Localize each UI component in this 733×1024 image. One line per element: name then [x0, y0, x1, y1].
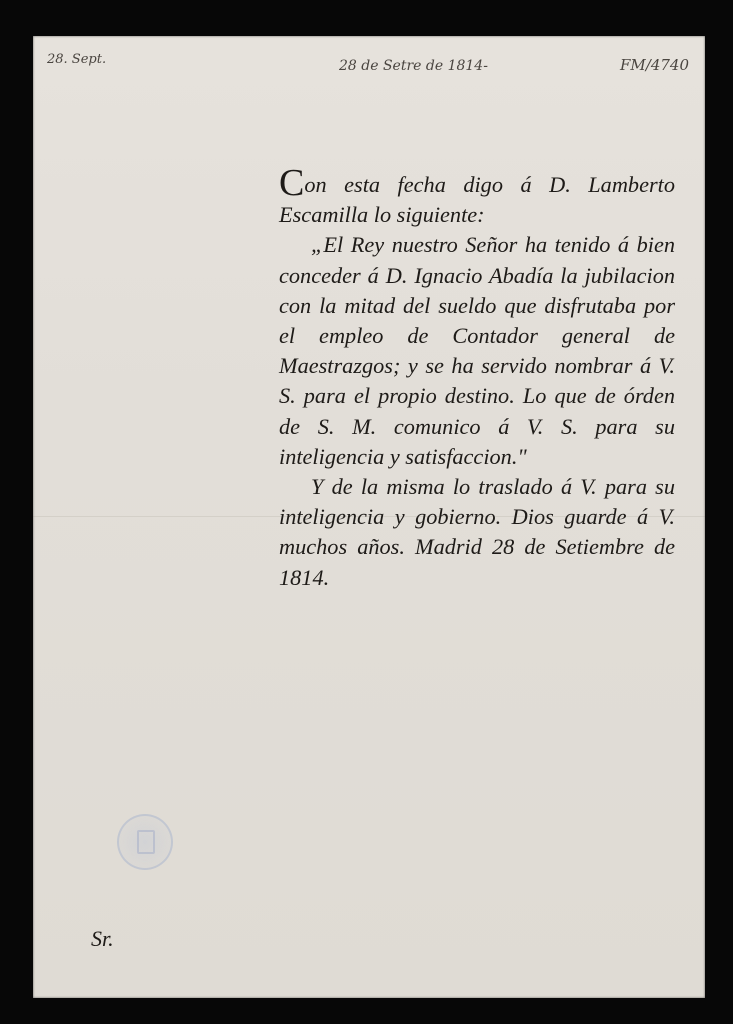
archive-note-left: 28. Sept. — [47, 52, 107, 67]
quoted-paragraph: „El Rey nuestro Señor ha tenido á bien conceder á D. Ignacio Abadía la jubilacion con la mitad del sueldo que disfrutaba por el empleo de Contador general de Maestrazgos; y se ha servido nombrar á V. S. para el propio destino. Lo que de órden de S. M. comunico á V. S. para su inteligencia y satisfaccion." — [279, 232, 675, 469]
closing-paragraph: Y de la misma lo traslado á V. para su inteligencia y gobierno. Dios guarde á V. muchos años. Madrid 28 de Setiembre de 1814. — [279, 474, 675, 590]
drop-cap: C — [279, 162, 305, 204]
intro-paragraph — [279, 162, 675, 230]
archive-stamp-icon — [117, 814, 173, 870]
intro-text: on esta fecha digo á D. Lamberto Escamilla lo siguiente: — [279, 172, 675, 228]
date-note: 28 de Setre de 1814- — [339, 58, 488, 74]
salutation: Sr. — [91, 926, 114, 951]
letter-body — [279, 162, 675, 593]
archive-reference: FM/4740 — [620, 56, 689, 74]
document-page — [33, 36, 705, 998]
